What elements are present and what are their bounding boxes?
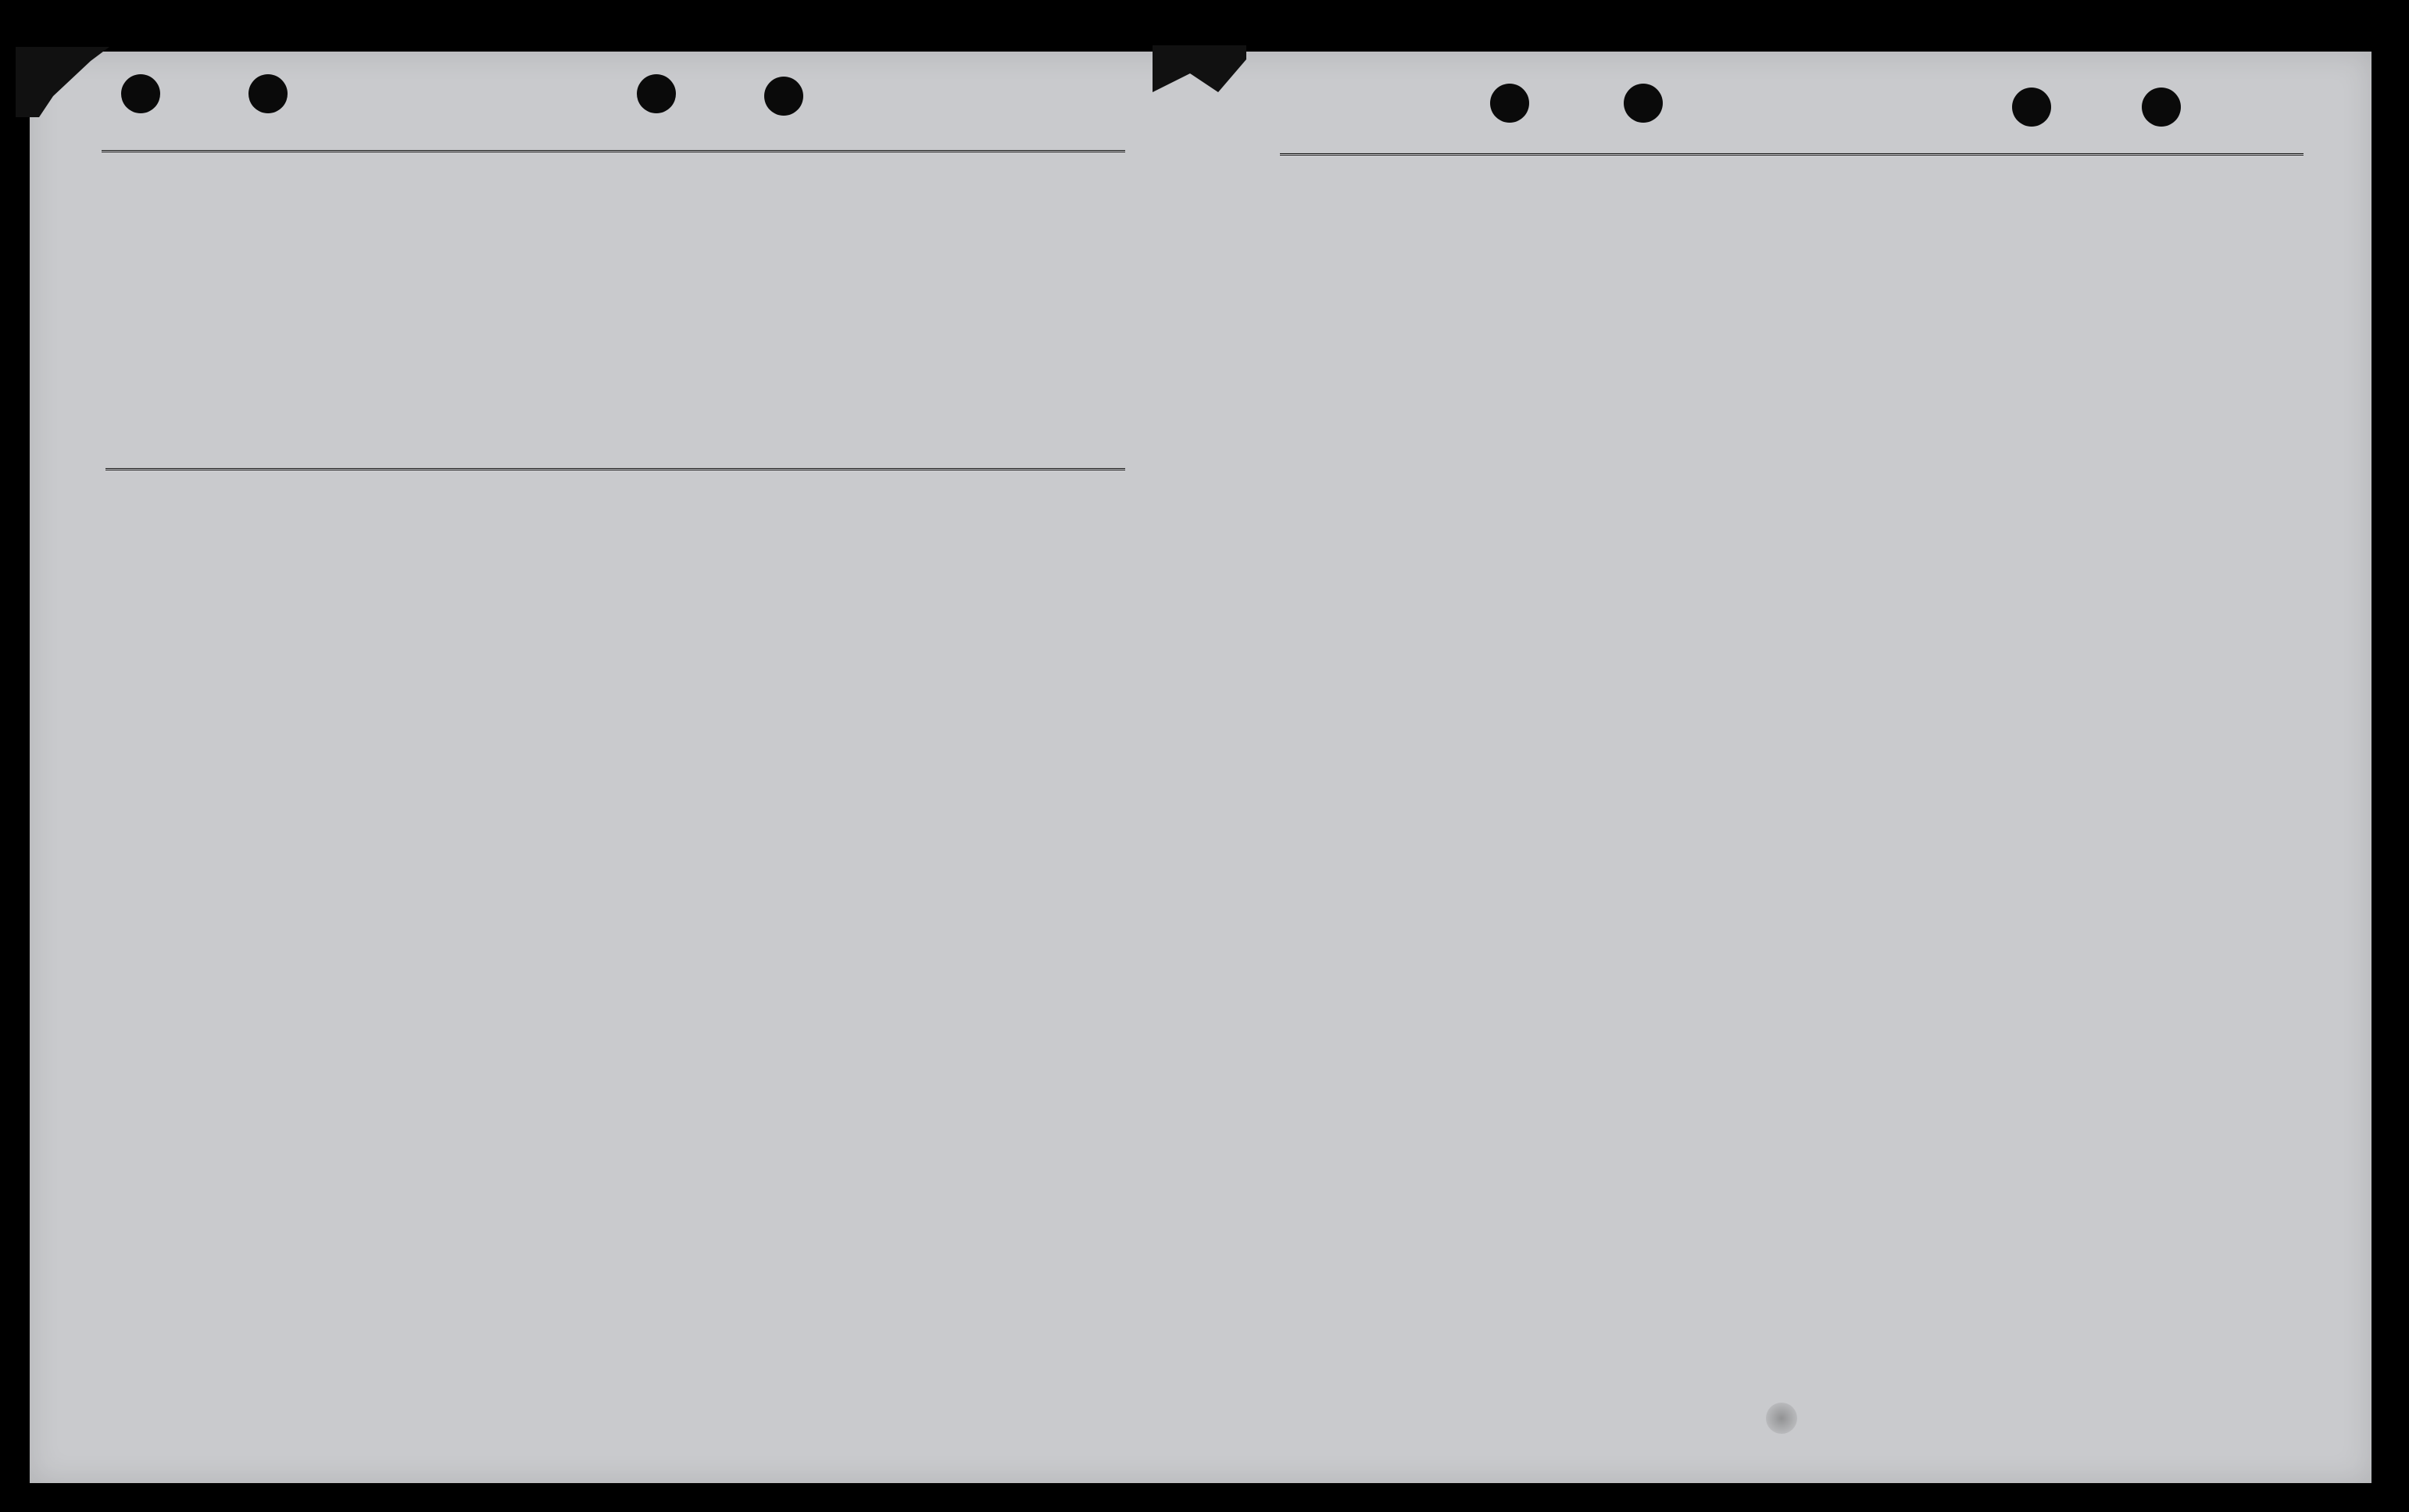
hospital-top-rule	[102, 150, 1125, 152]
discharged-top-rule	[105, 468, 1125, 470]
punch-hole	[2142, 88, 2181, 127]
punch-hole	[1490, 84, 1529, 123]
continued-top-rule	[1280, 153, 2304, 155]
punch-hole	[248, 74, 288, 113]
punch-hole	[121, 74, 160, 113]
ink-stain	[1766, 1403, 1797, 1434]
punch-hole	[2012, 88, 2051, 127]
punch-hole	[1624, 84, 1663, 123]
punch-hole	[764, 77, 803, 116]
document-sheet	[30, 52, 2371, 1483]
punch-hole	[637, 74, 676, 113]
